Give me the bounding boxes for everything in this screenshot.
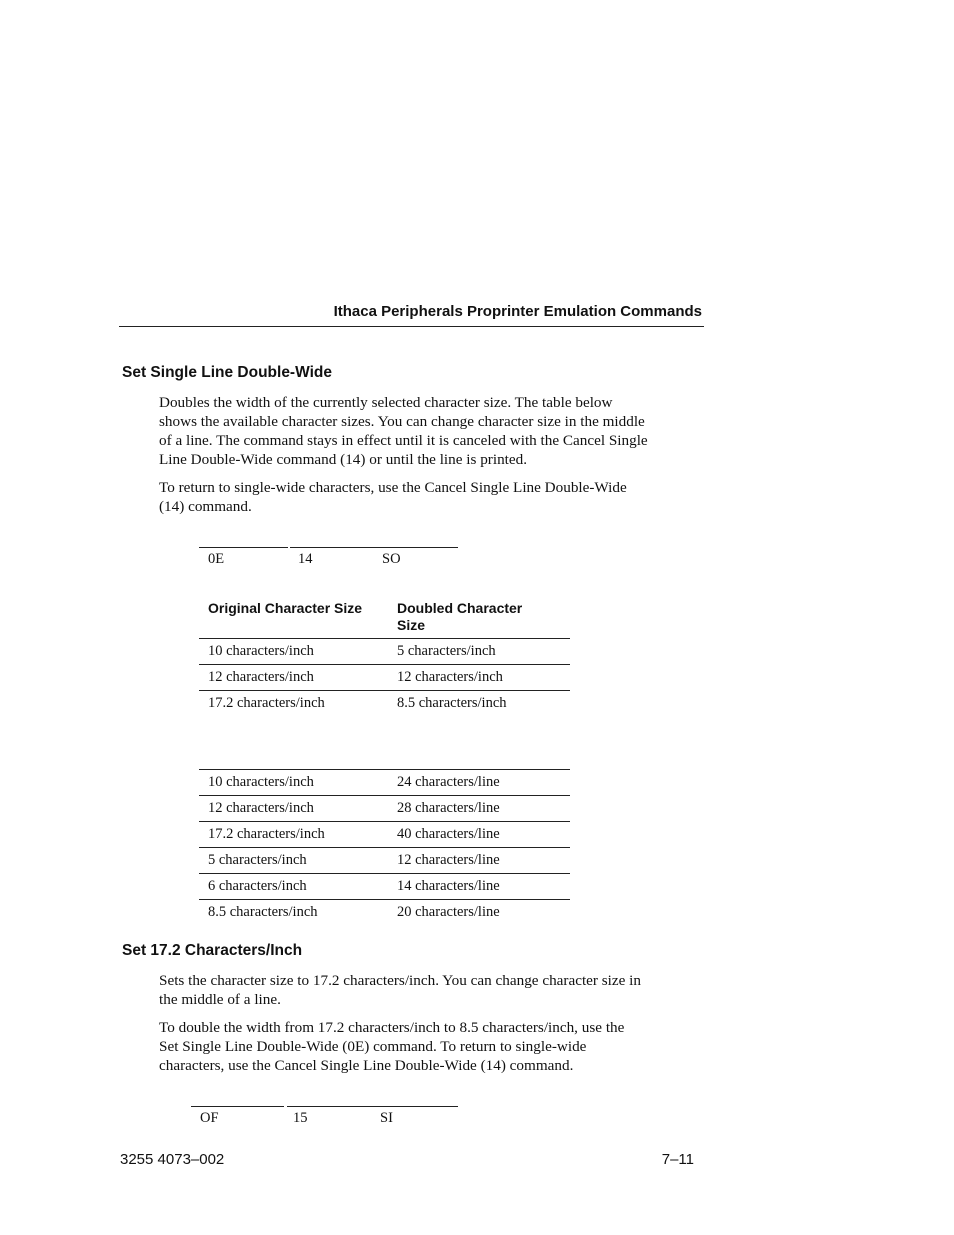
table-cell: 14 characters/line: [388, 874, 570, 900]
text-line: (14) command.: [159, 498, 252, 515]
code-hex: 0E: [208, 551, 225, 567]
code-hex: OF: [200, 1110, 219, 1126]
table-row: [199, 665, 570, 691]
table-cell: 20 characters/line: [397, 904, 500, 920]
code-decimal: 15: [293, 1110, 308, 1126]
paragraph-double-wide-description: [159, 393, 707, 469]
table-cell: 17.2 characters/inch: [199, 822, 388, 848]
table-cell: 8.5 characters/inch: [397, 695, 507, 711]
table-header-doubled-size: [397, 600, 522, 634]
table-row: [199, 848, 570, 874]
table-cell: 17.2 characters/inch: [208, 695, 325, 711]
section-title-17-2-cpi: Set 17.2 Characters/Inch: [122, 942, 303, 959]
text-line: To return to single-wide characters, use the Cancel Single Line Double-Wide: [159, 479, 627, 496]
table-cell: 24 characters/line: [388, 770, 570, 796]
paragraph-return-single-wide: [159, 478, 707, 516]
table-cell: 6 characters/inch: [199, 874, 388, 900]
text-line: Doubles the width of the currently selected character size. The table below: [159, 394, 613, 411]
section-title-double-wide: Set Single Line Double-Wide: [122, 364, 332, 381]
table-row: [199, 691, 570, 717]
table-cell: 5 characters/inch: [199, 848, 388, 874]
table-cell: 28 characters/line: [388, 796, 570, 822]
table-row: [199, 796, 570, 822]
table-cell: 12 characters/inch: [199, 665, 388, 691]
code-decimal: 14: [298, 551, 313, 567]
running-head: Ithaca Peripherals Proprinter Emulation Commands: [333, 303, 702, 320]
text-line: shows the available character sizes. You can change character size in the middle: [159, 413, 645, 430]
table-row: [199, 639, 570, 665]
character-size-table: [199, 638, 570, 716]
code-rule: [199, 547, 288, 548]
text-line: Line Double-Wide command (14) or until the line is printed.: [159, 451, 528, 468]
table-cell: 12 characters/line: [388, 848, 570, 874]
text-line: of a line. The command stays in effect until it is canceled with the Cancel Single: [159, 432, 648, 449]
footer-page-number: 7–11: [661, 1151, 694, 1168]
footer-doc-number: 3255 4073–002: [120, 1151, 225, 1168]
text-line: To double the width from 17.2 characters/inch to 8.5 characters/inch, use the: [159, 1019, 625, 1036]
code-rule: [191, 1106, 284, 1107]
code-rule: [290, 547, 458, 548]
table-row: [199, 874, 570, 900]
code-rule: [287, 1106, 458, 1107]
code-ascii: SO: [382, 551, 401, 567]
text-line: Set Single Line Double-Wide (0E) command. To return to single-wide: [159, 1038, 587, 1055]
table-cell: 12 characters/inch: [388, 665, 570, 691]
table-header-original-size: Original Character Size: [208, 600, 363, 616]
table-cell: 40 characters/line: [388, 822, 570, 848]
table-cell: 5 characters/inch: [388, 639, 570, 665]
text-line: Sets the character size to 17.2 characters/inch. You can change character size in: [159, 972, 641, 989]
characters-per-line-table: [199, 769, 570, 925]
code-ascii: SI: [380, 1110, 393, 1126]
table-cell: 10 characters/inch: [199, 770, 388, 796]
table-cell: 10 characters/inch: [199, 639, 388, 665]
header-rule: [119, 326, 704, 327]
header-line: Doubled Character: [397, 600, 523, 616]
table-cell: 12 characters/inch: [199, 796, 388, 822]
text-line: the middle of a line.: [159, 991, 281, 1008]
text-line: characters, use the Cancel Single Line Double-Wide (14) command.: [159, 1057, 574, 1074]
table-row: [199, 822, 570, 848]
header-line: Size: [397, 617, 426, 633]
paragraph-17-2-description: [159, 971, 707, 1009]
table-cell: 8.5 characters/inch: [208, 904, 318, 920]
table-row: [199, 770, 570, 796]
table-row: [199, 900, 570, 926]
paragraph-17-2-double-width: [159, 1018, 707, 1075]
